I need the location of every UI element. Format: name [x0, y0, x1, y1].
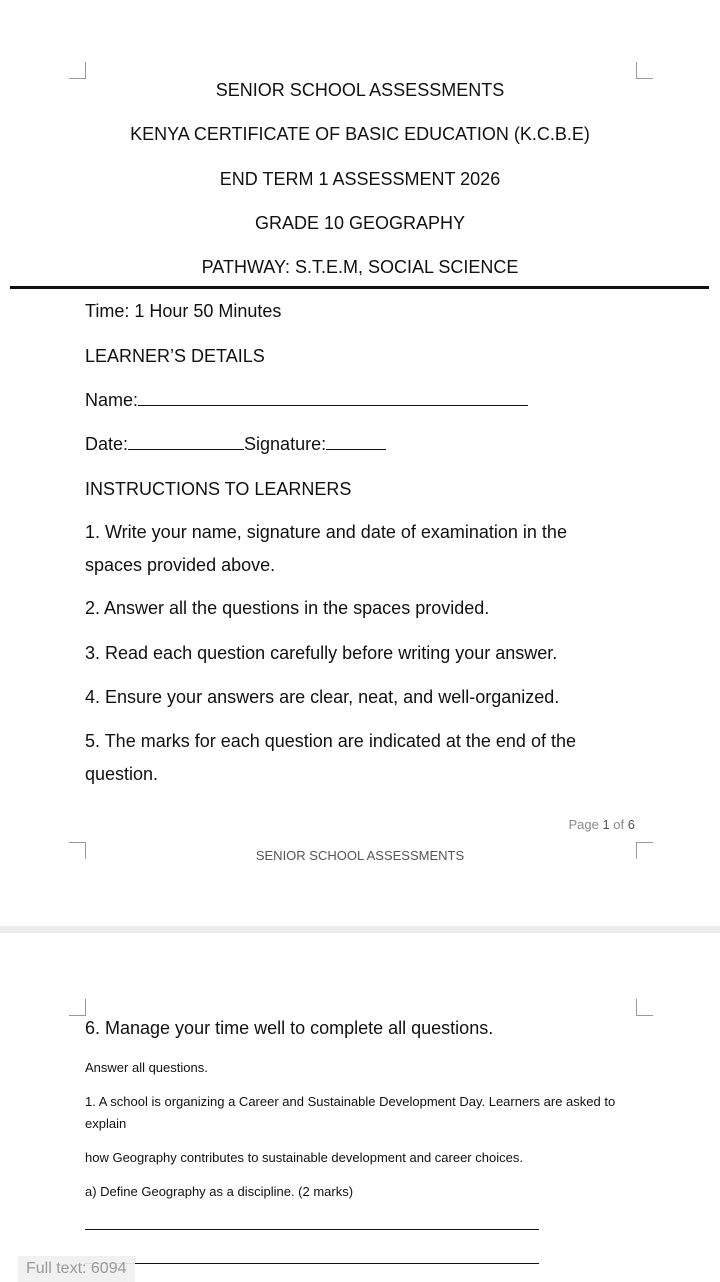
signature-blank: [326, 433, 386, 450]
question-1-continuation: how Geography contributes to sustainable development and career choices.: [85, 1150, 523, 1165]
date-blank: [128, 433, 244, 450]
page-number: Page 1 of 6: [568, 817, 635, 832]
footer-title: SENIOR SCHOOL ASSESSMENTS: [255, 848, 465, 863]
page-separator: [0, 926, 720, 933]
questions-intro: Answer all questions.: [85, 1060, 208, 1075]
answer-line: [85, 1263, 539, 1264]
crop-mark-top-left: [69, 62, 86, 79]
signature-label: Signature:: [244, 434, 327, 454]
date-label: Date:: [85, 434, 129, 454]
crop-mark-top-right: [636, 62, 653, 79]
instructions-heading: INSTRUCTIONS TO LEARNERS: [85, 479, 352, 499]
answer-line: [85, 1229, 539, 1230]
name-row: [85, 388, 528, 412]
crop-mark-top-right: [636, 999, 653, 1016]
instruction-item: 2. Answer all the questions in the spaces provided.: [85, 598, 490, 618]
instruction-item: 4. Ensure your answers are clear, neat, and well-organized.: [85, 687, 560, 707]
page-2: [0, 933, 720, 1279]
header-subject: GRADE 10 GEOGRAPHY: [254, 213, 466, 233]
name-blank: [138, 389, 528, 406]
instruction-item: 1. Write your name, signature and date of examination in the spaces provided above.: [85, 522, 567, 575]
name-label: Name:: [85, 390, 139, 410]
header-certificate: KENYA CERTIFICATE OF BASIC EDUCATION (K.C.B.E): [130, 124, 590, 144]
crop-mark-top-left: [69, 999, 86, 1016]
instruction-item: 5. The marks for each question are indicated at the end of the question.: [85, 731, 576, 784]
learner-details-heading: LEARNER’S DETAILS: [85, 346, 265, 366]
instruction-item: 3. Read each question carefully before writing your answer.: [85, 643, 558, 663]
header-pathway: PATHWAY: S.T.E.M, SOCIAL SCIENCE: [201, 257, 519, 277]
header-divider: [10, 286, 709, 289]
full-text-count-badge: Full text: 6094: [18, 1256, 135, 1282]
date-signature-row: [85, 432, 386, 456]
instruction-item: 6. Manage your time well to complete all questions.: [85, 1018, 494, 1038]
time-allowed: Time: 1 Hour 50 Minutes: [85, 301, 282, 321]
header-assessment: END TERM 1 ASSESSMENT 2026: [219, 169, 501, 189]
header-school: SENIOR SCHOOL ASSESSMENTS: [215, 80, 505, 100]
question-1a: a) Define Geography as a discipline. (2 marks): [85, 1184, 354, 1199]
question-1-stem: 1. A school is organizing a Career and Sustainable Development Day. Learners are asked to explain: [85, 1094, 616, 1131]
